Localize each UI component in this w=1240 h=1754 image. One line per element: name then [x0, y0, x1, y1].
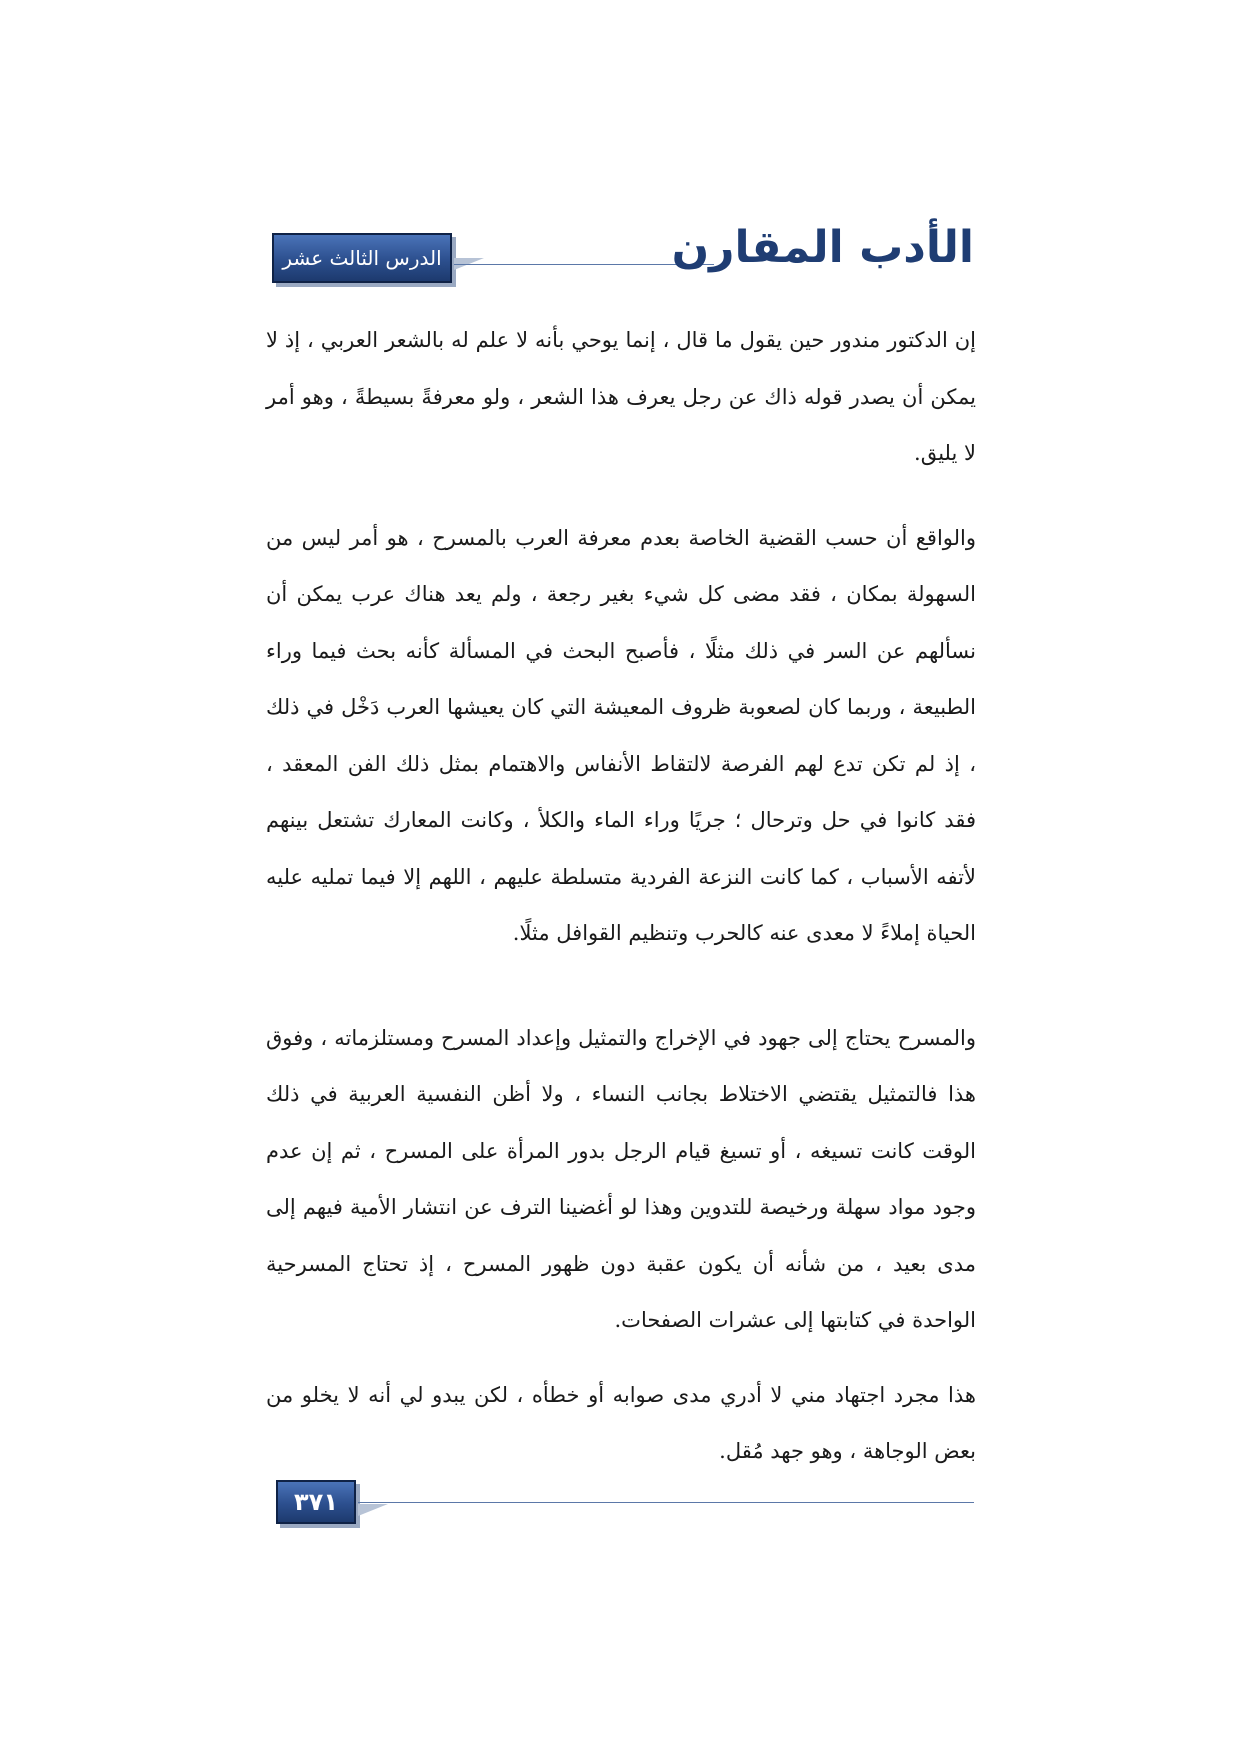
paragraph-1: إن الدكتور مندور حين يقول ما قال ، إنما يوحي بأنه لا علم له بالشعر العربي ، إذ لا يمكن أن يصدر قوله ذاك عن رجل يعرف هذا الشعر ، ولو معرفةً بسيطةً ، وهو أمر لا يليق. — [266, 328, 976, 465]
book-title: الأدب المقارن — [671, 222, 974, 273]
footer-rule — [358, 1502, 974, 1503]
page-header — [272, 222, 974, 288]
footer-wedge-decoration — [358, 1504, 388, 1516]
page-number: ٣٧١ — [294, 1488, 338, 1516]
page-footer — [272, 1480, 974, 1540]
lesson-badge — [272, 233, 452, 283]
paragraph-4: هذا مجرد اجتهاد مني لا أدري مدى صوابه أو خطأه ، لكن يبدو لي أنه لا يخلو من بعض الوجاهة ، وهو جهد مُقل. — [266, 1382, 976, 1463]
paragraph-2: والواقع أن حسب القضية الخاصة بعدم معرفة العرب بالمسرح ، هو أمر ليس من السهولة بمكان ، فقد مضى كل شيء بغير رجعة ، ولم يعد هناك عرب يمكن أن نسألهم عن السر في ذلك مثلًا ، فأصبح البحث في المسألة كأنه بحث فيما وراء الطبيعة ، وربما كان لصعوبة ظروف المعيشة التي كان يعيشها العرب دَخْل في ذلك ، إذ لم تكن تدع لهم الفرصة لالتقاط الأنفاس والاهتمام بمثل ذلك الفن المعقد ، فقد كانوا في حل وترحال ؛ جريًا وراء الماء والكلأ ، وكانت المعارك تشتعل بينهم لأتفه الأسباب ، كما كانت النزعة الفردية متسلطة عليهم ، اللهم إلا فيما تمليه عليه الحياة إملاءً لا معدى عنه كالحرب وتنظيم القوافل مثلًا. — [266, 525, 976, 945]
lesson-label: الدرس الثالث عشر — [282, 246, 442, 270]
page-body — [266, 312, 976, 1480]
page-number-badge — [276, 1480, 356, 1524]
paragraph-3: والمسرح يحتاج إلى جهود في الإخراج والتمثيل وإعداد المسرح ومستلزماته ، وفوق هذا فالتمثيل يقتضي الاختلاط بجانب النساء ، ولا أظن النفسية العربية في ذلك الوقت كانت تسيغه ، أو تسيغ قيام الرجل بدور المرأة على المسرح ، ثم إن عدم وجود مواد سهلة ورخيصة للتدوين وهذا لو أغضينا الترف عن انتشار الأمية فيهم إلى مدى بعيد ، من شأنه أن يكون عقبة دون ظهور المسرح ، إذ تحتاج المسرحية الواحدة في كتابتها إلى عشرات الصفحات. — [266, 1025, 976, 1332]
